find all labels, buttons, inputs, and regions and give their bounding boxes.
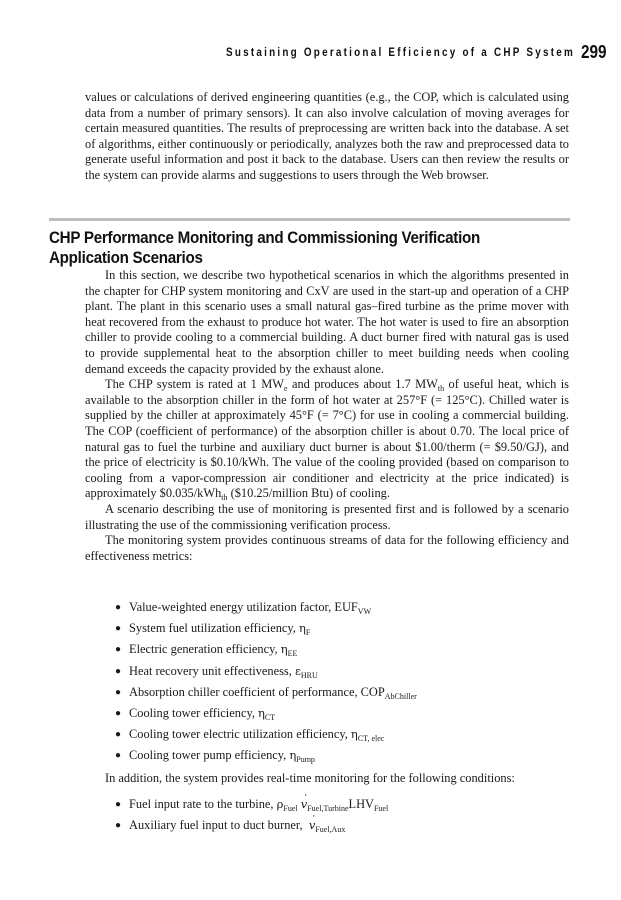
lhv-symbol: LHV	[348, 797, 374, 811]
metric-item	[115, 597, 575, 618]
metrics-list	[115, 597, 575, 767]
metric-symbol: η	[280, 642, 288, 657]
metric-symbol: EUF	[334, 600, 358, 614]
metric-subscript: VW	[357, 607, 372, 616]
metric-item	[115, 639, 575, 660]
metric-symbol: η	[350, 727, 358, 742]
para2-d: ($10.25/million Btu) of cooling.	[227, 486, 390, 501]
metric-item	[115, 682, 575, 703]
volume-flow-subscript: Fuel,Turbine	[307, 804, 349, 813]
addition-paragraph-text: In addition, the system provides real-time monitoring for the following conditions:	[105, 771, 515, 785]
metric-text: Heat recovery unit effectiveness,	[129, 663, 295, 678]
metric-symbol: η	[298, 621, 306, 636]
bullet-icon: ●	[115, 665, 122, 677]
metric-item	[115, 661, 575, 682]
lhv-subscript: Fuel	[373, 804, 389, 813]
metric-text: Electric generation efficiency,	[129, 642, 281, 657]
metric-text: Cooling tower pump efficiency,	[129, 748, 290, 763]
para2-b: and produces about 1.7 MW	[287, 377, 438, 392]
metric-item	[115, 745, 575, 766]
metric-text: Cooling tower efficiency,	[129, 706, 259, 721]
para2-b-sub: th	[437, 384, 445, 394]
section-heading-line-1: CHP Performance Monitoring and Commissioning Verification	[49, 229, 481, 247]
volume-flow-symbol: ˙ v	[309, 818, 316, 832]
metric-text: System fuel utilization efficiency,	[129, 621, 299, 636]
bullet-icon: ●	[115, 686, 122, 698]
intro-paragraph-text: values or calculations of derived engineering quantities (e.g., the COP, which is calculated using data from a number of primary sensors). It can also involve calculation of moving averages for certain measured quantities. The results of preprocessing are written back into the database. A set of algorithms, either continuously or periodically, analyzes both the raw and preprocessed data to generate useful information and post it back to the database. Users can then review the results or the system can provide alarms and suggestions to users through the Web browser.	[85, 90, 569, 182]
condition-text: Auxiliary fuel input to duct burner,	[129, 818, 306, 833]
bullet-icon: ●	[115, 644, 122, 656]
condition-text: Fuel input rate to the turbine,	[129, 797, 277, 811]
para2-c: of useful heat, which is available to the absorption chiller in the form of hot water at 257°F (= 125°C). Chilled water is supplied by the chiller at approximately 45°F (= 7°C) for use in cooling a commercial building. The COP (coefficient of performance) of the absorption chiller is about 0.70. The local price of natural gas to fuel the turbine and auxiliary duct burner is about $1.00/therm (= $9.50/GJ), and the price of electricity is $0.10/kWh. The value of the cooling provided (based on comparison to cooling from a vapor-compression air conditioner and electricity at the price indicated) is approximately $0.035/kWh	[85, 377, 569, 501]
metric-symbol: η	[289, 748, 297, 763]
bullet-icon: ●	[115, 623, 122, 635]
para2-a: The CHP system is rated at 1 MW	[105, 377, 284, 392]
section-paragraph-4: The monitoring system provides continuous streams of data for the following efficiency and effectiveness metrics:	[85, 533, 569, 563]
section-heading-line-2: Application Scenarios	[49, 249, 203, 267]
bullet-icon: ●	[115, 729, 122, 741]
section-paragraph-3: A scenario describing the use of monitoring is presented first and is followed by a scenario illustrating the use of the commissioning verification process.	[85, 501, 569, 532]
volume-flow-symbol: ˙ v	[301, 797, 308, 811]
metric-subscript: CT	[264, 713, 276, 723]
metric-symbol: ε	[294, 663, 301, 678]
page-number: 299	[581, 42, 607, 62]
metric-subscript: CT, elec	[357, 734, 385, 744]
para2-a-sub: e	[283, 384, 288, 394]
condition-item	[115, 794, 575, 815]
metric-text: Absorption chiller coefficient of performance,	[129, 684, 361, 699]
rho-subscript: Fuel	[283, 804, 298, 813]
metric-symbol: η	[258, 706, 265, 721]
metric-symbol: COP	[360, 684, 385, 699]
metric-item	[115, 703, 575, 724]
metric-subscript: Pump	[296, 755, 315, 765]
intro-paragraph	[85, 90, 569, 184]
metric-subscript: EE	[287, 649, 298, 659]
section-paragraph-1: In this section, we describe two hypothetical scenarios in which the algorithms presented in the chapter for CHP system monitoring and CxV are used in the start-up and operation of a CHP plant. The plant in this scenario uses a small natural gas–fired turbine as the prime mover with heat recovered from the exhaust to produce hot water. The hot water is used to fire an absorption chiller to provide cooling to a commercial building. A duct burner fired with natural gas is used to provide supplemental heat to the absorption chiller to meet building needs when cooling demand exceeds the capacity provided by the exhaust alone.	[85, 268, 569, 376]
running-head-title: Sustaining Operational Efficiency of a CHP System	[225, 47, 576, 59]
metric-text: Value-weighted energy utilization factor,	[129, 600, 335, 614]
rho-symbol: ρ	[276, 797, 284, 811]
metric-text: Cooling tower electric utilization efficiency,	[129, 727, 351, 742]
bullet-icon: ●	[115, 750, 122, 762]
bullet-icon: ●	[115, 820, 122, 832]
section-divider	[49, 218, 570, 221]
metric-item	[115, 618, 575, 639]
metric-subscript: HRU	[300, 670, 318, 680]
metric-item	[115, 724, 575, 745]
section-body	[85, 268, 569, 564]
conditions-list	[115, 794, 575, 836]
bullet-icon: ●	[115, 602, 122, 613]
volume-flow-subscript: Fuel,Aux	[315, 825, 346, 835]
metric-subscript: AbChiller	[384, 691, 417, 701]
section-heading	[49, 228, 527, 268]
metric-subscript: F	[305, 628, 311, 638]
bullet-icon: ●	[115, 708, 122, 720]
para2-c-sub: th	[221, 493, 228, 503]
addition-paragraph	[85, 771, 569, 787]
bullet-icon: ●	[115, 799, 122, 810]
condition-item	[115, 815, 575, 836]
section-paragraph-2	[85, 377, 569, 502]
